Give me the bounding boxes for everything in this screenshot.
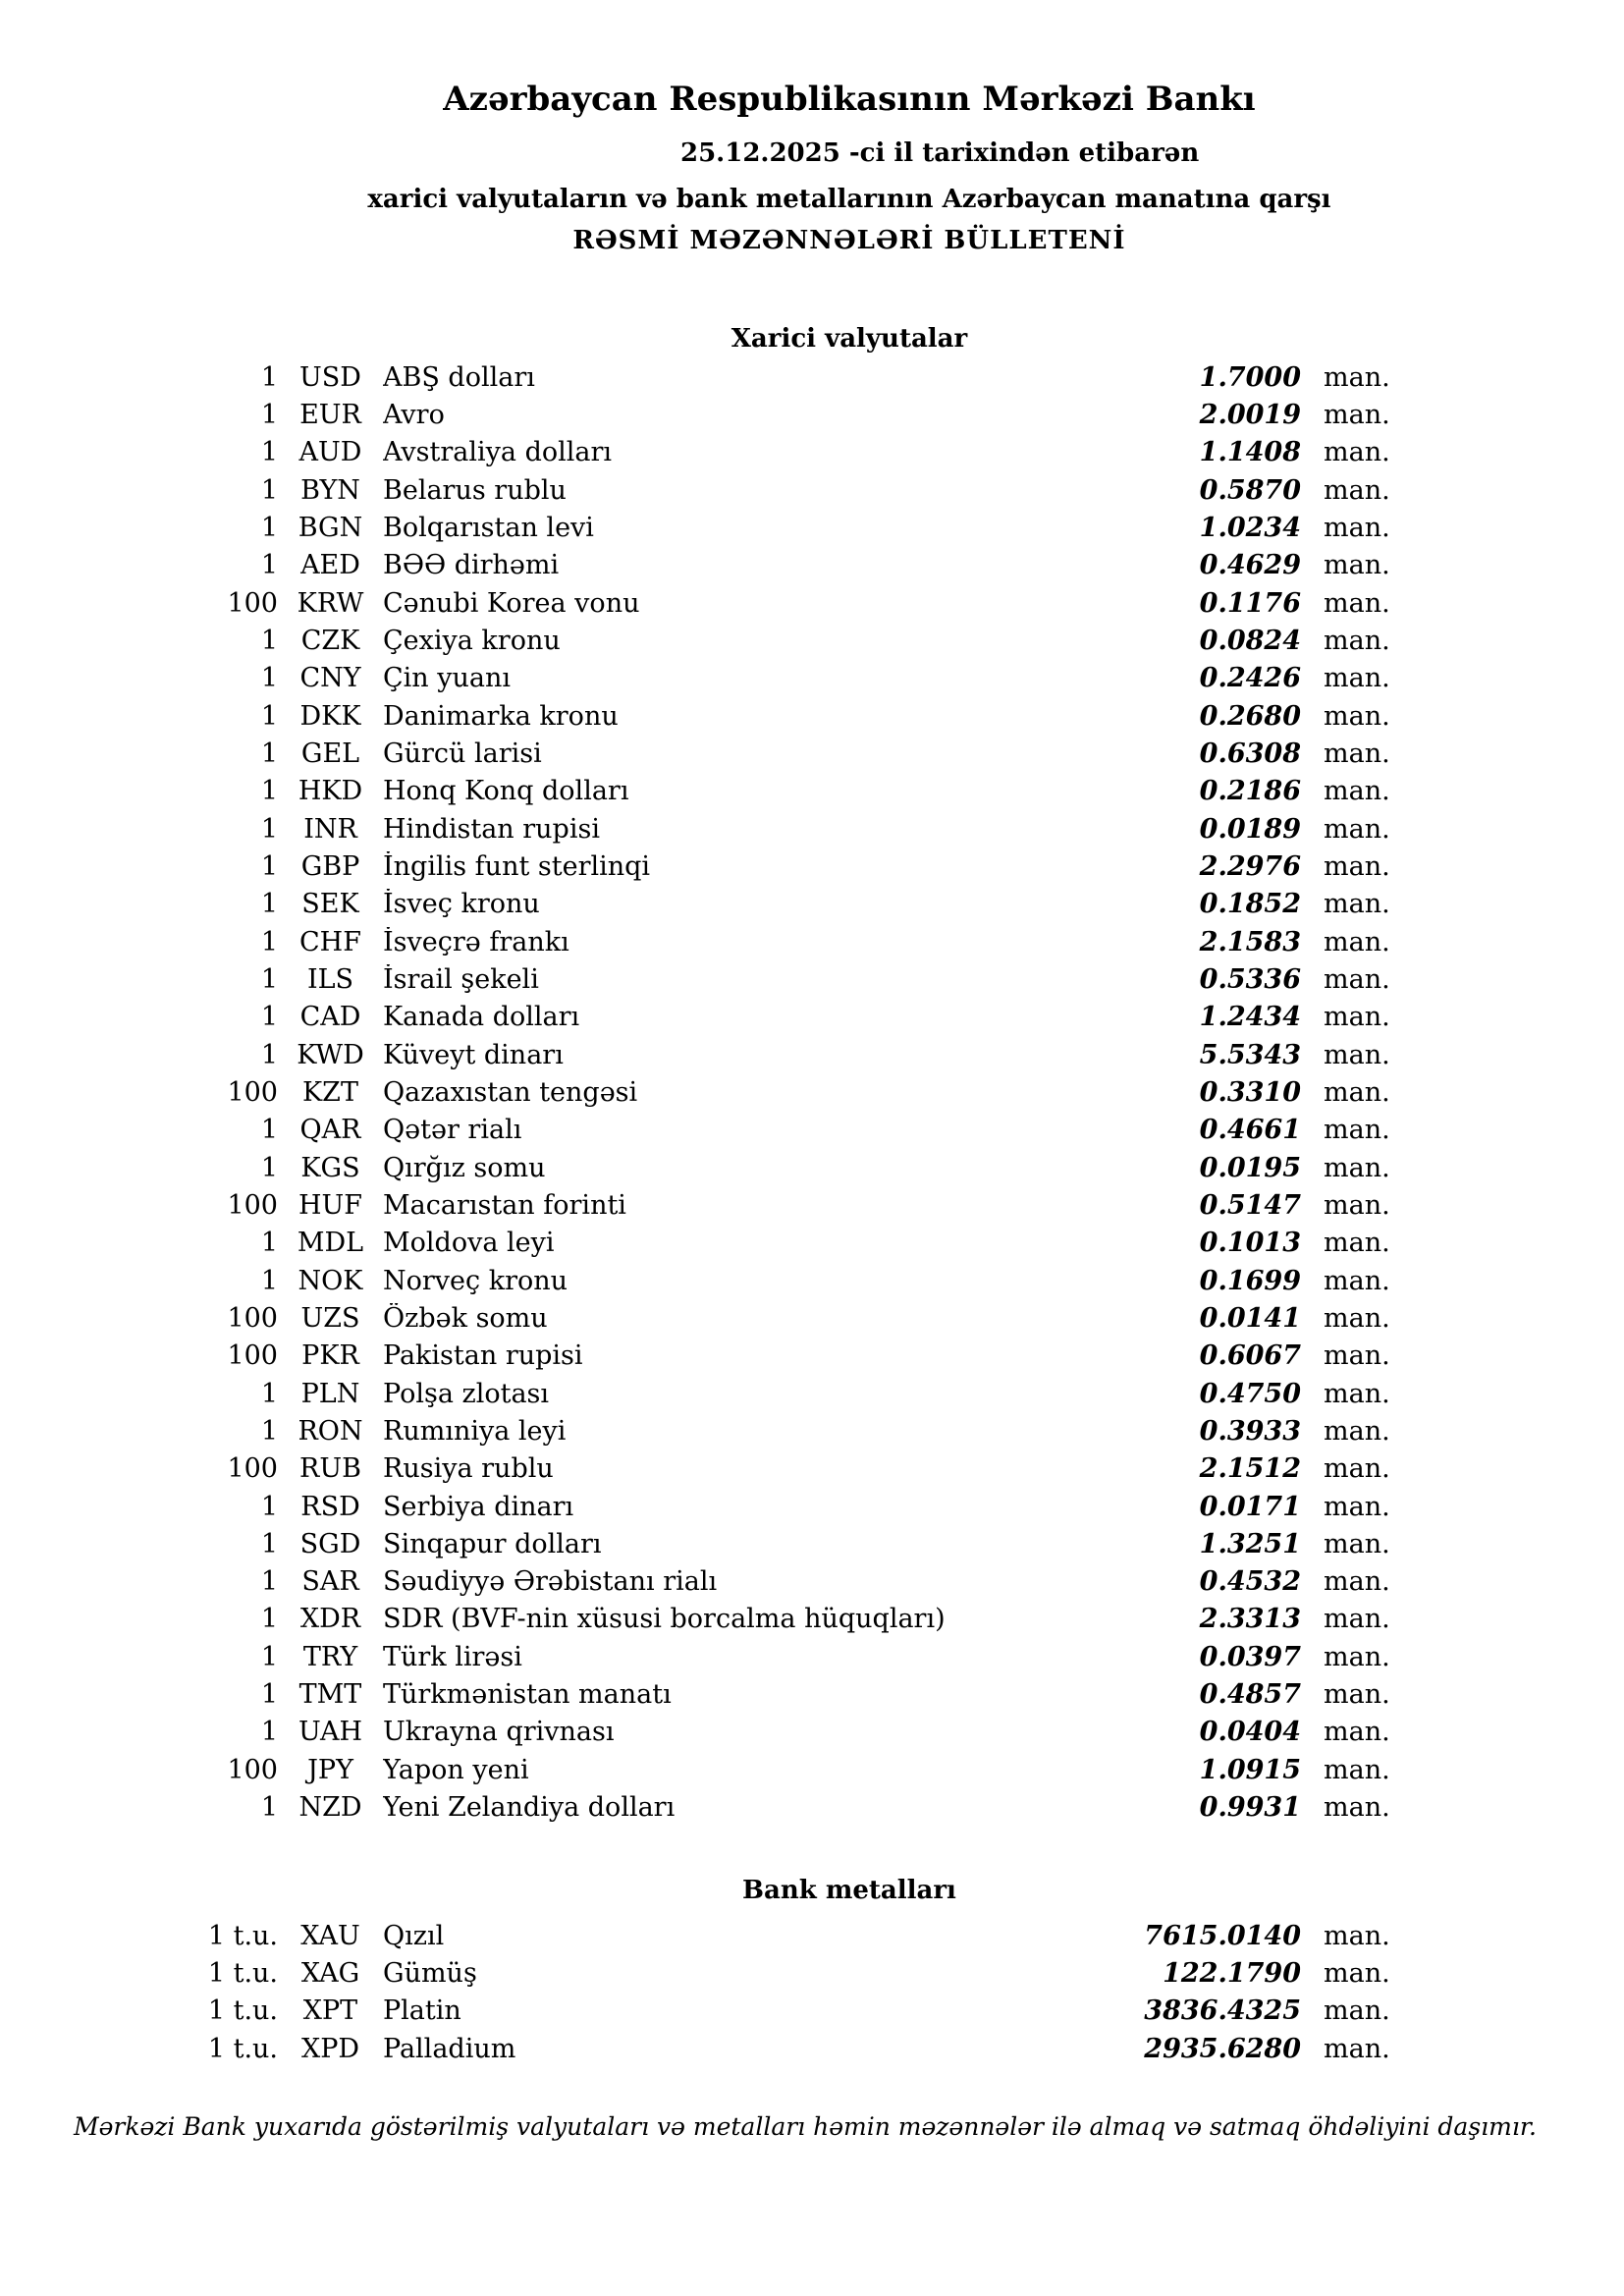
currency-name: İsrail şekeli [383,963,539,995]
currency-section-title: Xarici valyutalar [731,324,968,354]
rate-value: 2.1583 [1199,926,1301,957]
rate-unit: man. [1324,1228,1390,1259]
rate-quantity: 1 [260,1265,278,1296]
currency-name: ABŞ dolları [383,361,535,393]
rate-quantity: 100 [227,1302,278,1334]
rate-unit: man. [1324,1957,1390,1989]
rate-unit: man. [1324,2033,1390,2064]
table-row [0,1788,1624,1826]
rate-value: 0.3310 [1199,1076,1301,1108]
currency-name: Yeni Zelandiya dolları [383,1792,676,1824]
table-row [0,1186,1624,1224]
rate-value: 0.0404 [1199,1717,1301,1748]
currency-code: XDR [299,1604,361,1635]
currency-code: RON [298,1415,363,1447]
table-row [0,847,1624,885]
currency-code: HKD [298,776,363,807]
rate-quantity: 1 [260,1566,278,1598]
currency-code: UZS [300,1302,360,1334]
table-row [0,1412,1624,1449]
table-row [0,1563,1624,1601]
table-row [0,1225,1624,1262]
table-row [0,735,1624,772]
currency-name: BƏƏ dirhəmi [383,550,560,581]
currency-code: GEL [300,738,360,769]
currency-name: Cənubi Korea vonu [383,587,640,619]
subtitle-line: xarici valyutaların və bank metallarının Azərbaycan manatına qarşı [367,185,1331,214]
footer-note: Mərkəzi Bank yuxarıda göstərilmiş valyutaları və metalları həmin məzənnələr ilə almaq və satmaq öhdəliyini daşımır. [73,2112,1538,2141]
rate-unit: man. [1324,1076,1390,1108]
rate-unit: man. [1324,512,1390,543]
rate-unit: man. [1324,700,1390,732]
table-row [0,1993,1624,2030]
currency-name: Kanada dolları [383,1002,580,1033]
currency-name: İsveç kronu [383,889,540,920]
currency-name: Polşa zlotası [383,1378,550,1409]
rate-unit: man. [1324,1792,1390,1824]
rate-value: 0.2680 [1199,700,1301,732]
table-row [0,660,1624,697]
currency-code: EUR [299,399,361,430]
rate-quantity: 1 [260,926,278,957]
rate-value: 0.4532 [1199,1566,1301,1598]
rate-unit: man. [1324,850,1390,882]
table-row [0,1338,1624,1375]
currency-code: XAG [300,1957,360,1989]
rate-unit: man. [1324,663,1390,694]
currency-code: INR [303,813,357,845]
currency-name: Özbək somu [383,1302,548,1334]
rate-value: 0.2426 [1199,663,1301,694]
rate-quantity: 100 [227,1754,278,1785]
currency-name: Pakistan rupisi [383,1340,583,1372]
rate-value: 0.2186 [1199,776,1301,807]
rate-value: 1.0234 [1199,512,1301,543]
currency-code: TMT [298,1679,362,1711]
currency-code: XAU [300,1920,360,1951]
rate-value: 2935.6280 [1144,2033,1301,2064]
rate-quantity: 1 [260,437,278,468]
rate-unit: man. [1324,1528,1390,1559]
currency-code: ILS [306,963,354,995]
currency-name: İngilis funt sterlinqi [383,850,651,882]
metals-section-title: Bank metalları [742,1876,956,1905]
rate-unit: man. [1324,1002,1390,1033]
table-row [0,999,1624,1036]
rate-unit: man. [1324,738,1390,769]
rate-unit: man. [1324,1453,1390,1485]
rate-unit: man. [1324,437,1390,468]
rate-unit: man. [1324,1717,1390,1748]
table-row [0,773,1624,810]
rate-unit: man. [1324,776,1390,807]
table-row [0,1601,1624,1638]
rate-value: 0.1699 [1199,1265,1301,1296]
rate-value: 0.0189 [1199,813,1301,845]
rate-value: 1.0915 [1199,1754,1301,1785]
currency-name: Çexiya kronu [383,625,561,656]
currency-code: GBP [300,850,360,882]
rate-quantity: 100 [227,587,278,619]
table-row [0,1638,1624,1675]
currency-code: KZT [302,1076,358,1108]
currency-code: SEK [301,889,359,920]
currency-name: Serbiya dinarı [383,1491,574,1522]
rate-quantity: 1 [260,1378,278,1409]
currency-name: Macarıstan forinti [383,1189,626,1221]
currency-name: Palladium [383,2033,516,2064]
table-row [0,622,1624,659]
rate-unit: man. [1324,1189,1390,1221]
rate-unit: man. [1324,587,1390,619]
rate-quantity: 1 [260,700,278,732]
currency-rates-table [0,358,1624,1827]
rate-value: 2.0019 [1199,399,1301,430]
rate-quantity: 1 [260,361,278,393]
currency-name: Norveç kronu [383,1265,568,1296]
currency-name: Qazaxıstan tengəsi [383,1076,638,1108]
currency-code: CNY [299,663,361,694]
table-row [0,396,1624,433]
currency-code: USD [299,361,361,393]
table-row [0,1525,1624,1562]
rate-quantity: 1 [260,1792,278,1824]
table-row [0,434,1624,471]
rate-quantity: 1 t.u. [207,2033,278,2064]
rate-quantity: 1 [260,663,278,694]
rate-value: 0.4857 [1199,1679,1301,1711]
currency-name: Belarus rublu [383,474,567,506]
rate-quantity: 1 [260,399,278,430]
table-row [0,1751,1624,1788]
rate-value: 1.2434 [1199,1002,1301,1033]
rate-value: 0.0171 [1199,1491,1301,1522]
bulletin-title: RƏSMİ MƏZƏNNƏLƏRİ BÜLLETENİ [572,226,1126,255]
rate-unit: man. [1324,399,1390,430]
rate-unit: man. [1324,1604,1390,1635]
effective-date-line: 25.12.2025 -ci il tarixindən etibarən [680,138,1200,168]
rate-value: 0.0195 [1199,1152,1301,1183]
currency-code: CZK [300,625,360,656]
rate-unit: man. [1324,1920,1390,1951]
rate-value: 0.5147 [1199,1189,1301,1221]
currency-name: Türk lirəsi [383,1641,522,1672]
table-row [0,358,1624,396]
currency-code: DKK [299,700,361,732]
rate-quantity: 100 [227,1340,278,1372]
table-row [0,810,1624,847]
rate-quantity: 1 [260,889,278,920]
rate-value: 0.1852 [1199,889,1301,920]
currency-name: Çin yuanı [383,663,512,694]
table-row [0,1488,1624,1525]
rate-unit: man. [1324,1415,1390,1447]
currency-code: RSD [300,1491,360,1522]
rate-unit: man. [1324,1152,1390,1183]
rate-unit: man. [1324,889,1390,920]
currency-name: Küveyt dinarı [383,1039,564,1070]
rate-unit: man. [1324,1641,1390,1672]
rate-value: 1.1408 [1199,437,1301,468]
rate-unit: man. [1324,1340,1390,1372]
table-row [0,960,1624,998]
rate-quantity: 1 [260,474,278,506]
rate-value: 1.3251 [1199,1528,1301,1559]
table-row [0,1036,1624,1073]
currency-name: Gümüş [383,1957,477,1989]
currency-name: Rumıniya leyi [383,1415,567,1447]
page-title: Azərbaycan Respublikasının Mərkəzi Bankı [443,80,1256,119]
table-row [0,584,1624,622]
currency-code: NZD [298,1792,362,1824]
rate-value: 0.5870 [1199,474,1301,506]
table-row [0,1954,1624,1992]
currency-name: Gürcü larisi [383,738,542,769]
currency-name: Qızıl [383,1920,445,1951]
currency-name: Moldova leyi [383,1228,555,1259]
rate-value: 0.6308 [1199,738,1301,769]
rate-quantity: 100 [227,1453,278,1485]
currency-code: CHF [299,926,361,957]
rate-unit: man. [1324,361,1390,393]
rate-quantity: 100 [227,1189,278,1221]
rate-unit: man. [1324,550,1390,581]
table-row [0,2030,1624,2067]
rate-quantity: 1 [260,1002,278,1033]
rate-value: 7615.0140 [1144,1920,1301,1951]
table-row [0,923,1624,960]
rate-unit: man. [1324,963,1390,995]
rate-value: 0.4629 [1199,550,1301,581]
rate-value: 0.1013 [1199,1228,1301,1259]
rate-value: 0.0141 [1199,1302,1301,1334]
rate-value: 0.0397 [1199,1641,1301,1672]
rate-value: 0.5336 [1199,963,1301,995]
table-row [0,1262,1624,1299]
currency-code: AED [300,550,360,581]
currency-code: BGN [298,512,363,543]
rate-value: 2.1512 [1199,1453,1301,1485]
currency-code: SGD [299,1528,361,1559]
rate-quantity: 1 [260,1228,278,1259]
table-row [0,547,1624,584]
table-row [0,886,1624,923]
rate-unit: man. [1324,926,1390,957]
rate-unit: man. [1324,1039,1390,1070]
rate-value: 0.4750 [1199,1378,1301,1409]
currency-name: Qırğız somu [383,1152,546,1183]
rate-quantity: 1 [260,512,278,543]
currency-name: Səudiyyə Ərəbistanı rialı [383,1566,718,1598]
rate-quantity: 1 [260,550,278,581]
metal-rates-table [0,1917,1624,2067]
rate-unit: man. [1324,1378,1390,1409]
rate-quantity: 1 t.u. [207,1920,278,1951]
table-row [0,1450,1624,1488]
table-row [0,1073,1624,1111]
currency-code: JPY [307,1754,353,1785]
rate-unit: man. [1324,1302,1390,1334]
currency-name: Qətər rialı [383,1115,522,1146]
rate-unit: man. [1324,1754,1390,1785]
rate-unit: man. [1324,1995,1390,2027]
currency-code: PKR [301,1340,359,1372]
currency-name: İsveçrə frankı [383,926,569,957]
rate-unit: man. [1324,813,1390,845]
table-row [0,1675,1624,1713]
rate-quantity: 1 [260,1491,278,1522]
table-row [0,697,1624,735]
currency-name: SDR (BVF-nin xüsusi borcalma hüquqları) [383,1604,946,1635]
currency-name: Türkmənistan manatı [383,1679,672,1711]
currency-code: SAR [301,1566,359,1598]
rate-unit: man. [1324,474,1390,506]
rate-quantity: 1 t.u. [207,1957,278,1989]
rate-unit: man. [1324,625,1390,656]
rate-value: 2.2976 [1199,850,1301,882]
currency-code: RUB [299,1453,361,1485]
rate-unit: man. [1324,1679,1390,1711]
rate-value: 0.1176 [1199,587,1301,619]
rate-quantity: 1 [260,1717,278,1748]
rate-quantity: 1 [260,850,278,882]
currency-code: PLN [300,1378,360,1409]
currency-code: MDL [297,1228,364,1259]
rate-quantity: 1 [260,963,278,995]
table-row [0,1375,1624,1412]
rate-quantity: 1 [260,1415,278,1447]
table-row [0,1112,1624,1149]
currency-code: TRY [302,1641,358,1672]
rate-value: 0.6067 [1199,1340,1301,1372]
currency-name: Avro [383,399,445,430]
rate-value: 5.5343 [1199,1039,1301,1070]
rate-unit: man. [1324,1265,1390,1296]
rate-value: 2.3313 [1199,1604,1301,1635]
currency-code: AUD [298,437,362,468]
table-row [0,471,1624,509]
rate-quantity: 1 t.u. [207,1995,278,2027]
rate-value: 1.7000 [1199,361,1301,393]
currency-code: BYN [300,474,360,506]
rate-quantity: 1 [260,813,278,845]
rate-value: 0.3933 [1199,1415,1301,1447]
currency-name: Hindistan rupisi [383,813,600,845]
currency-name: Yapon yeni [383,1754,529,1785]
rate-quantity: 1 [260,776,278,807]
currency-code: KGS [300,1152,360,1183]
rate-unit: man. [1324,1491,1390,1522]
currency-code: HUF [298,1189,363,1221]
rate-value: 0.4661 [1199,1115,1301,1146]
rate-quantity: 1 [260,1641,278,1672]
currency-name: Avstraliya dolları [383,437,613,468]
rate-quantity: 100 [227,1076,278,1108]
rate-value: 0.0824 [1199,625,1301,656]
rate-value: 122.1790 [1163,1957,1301,1989]
table-row [0,509,1624,546]
rate-quantity: 1 [260,625,278,656]
currency-name: Sinqapur dolları [383,1528,602,1559]
rate-unit: man. [1324,1566,1390,1598]
rate-quantity: 1 [260,1604,278,1635]
rate-quantity: 1 [260,1115,278,1146]
rate-value: 0.9931 [1199,1792,1301,1824]
currency-name: Ukrayna qrivnası [383,1717,615,1748]
currency-code: UAH [298,1717,362,1748]
currency-code: QAR [299,1115,361,1146]
currency-name: Honq Konq dolları [383,776,629,807]
currency-code: NOK [298,1265,363,1296]
table-row [0,1714,1624,1751]
table-row [0,1149,1624,1186]
currency-name: Bolqarıstan levi [383,512,594,543]
rate-quantity: 1 [260,738,278,769]
rate-quantity: 1 [260,1152,278,1183]
rate-value: 3836.4325 [1144,1995,1301,2027]
currency-code: XPD [300,2033,360,2064]
table-row [0,1299,1624,1337]
rate-quantity: 1 [260,1039,278,1070]
currency-name: Rusiya rublu [383,1453,554,1485]
currency-code: XPT [302,1995,358,2027]
rate-quantity: 1 [260,1528,278,1559]
currency-code: KRW [297,587,364,619]
rate-unit: man. [1324,1115,1390,1146]
rate-quantity: 1 [260,1679,278,1711]
currency-name: Danimarka kronu [383,700,619,732]
currency-name: Platin [383,1995,461,2027]
currency-code: KWD [297,1039,364,1070]
table-row [0,1917,1624,1954]
currency-code: CAD [299,1002,361,1033]
